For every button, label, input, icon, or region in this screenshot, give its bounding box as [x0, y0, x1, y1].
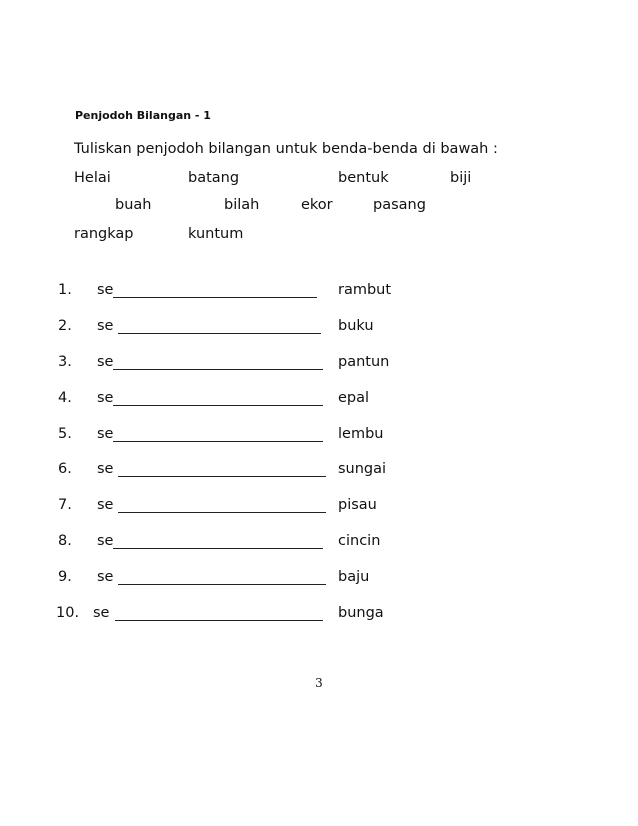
question-number: 4. [58, 390, 72, 406]
answer-blank[interactable] [118, 333, 321, 334]
question-number: 3. [58, 354, 72, 370]
word-bank-item: batang [188, 170, 240, 186]
answer-blank[interactable] [113, 405, 323, 406]
question-item: rambut [338, 282, 392, 298]
question-number: 2. [58, 318, 72, 334]
question-prefix: se [97, 461, 114, 477]
question-prefix: se [97, 426, 114, 442]
word-bank-item: kuntum [188, 226, 244, 242]
question-prefix: se [97, 533, 114, 549]
answer-blank[interactable] [118, 584, 326, 585]
page-number: 3 [315, 676, 323, 690]
word-bank-item: ekor [301, 197, 333, 213]
word-bank-item: buah [115, 197, 152, 213]
answer-blank[interactable] [115, 620, 323, 621]
question-item: sungai [338, 461, 387, 477]
answer-blank[interactable] [118, 512, 326, 513]
question-prefix: se [93, 605, 110, 621]
word-bank-item: bilah [224, 197, 260, 213]
question-number: 5. [58, 426, 72, 442]
question-item: cincin [338, 533, 381, 549]
question-item: pantun [338, 354, 390, 370]
question-prefix: se [97, 390, 114, 406]
question-item: buku [338, 318, 374, 334]
question-prefix: se [97, 354, 114, 370]
question-number: 9. [58, 569, 72, 585]
question-item: baju [338, 569, 370, 585]
word-bank-item: rangkap [74, 226, 134, 242]
question-number: 10. [56, 605, 80, 621]
question-item: pisau [338, 497, 377, 513]
question-prefix: se [97, 282, 114, 298]
question-prefix: se [97, 497, 114, 513]
question-number: 7. [58, 497, 72, 513]
answer-blank[interactable] [113, 297, 317, 298]
instruction-text: Tuliskan penjodoh bilangan untuk benda-benda di bawah : [74, 141, 498, 157]
answer-blank[interactable] [113, 441, 323, 442]
word-bank-item: Helai [74, 170, 111, 186]
question-item: bunga [338, 605, 384, 621]
word-bank-item: pasang [373, 197, 426, 213]
question-prefix: se [97, 318, 114, 334]
answer-blank[interactable] [118, 476, 326, 477]
question-number: 1. [58, 282, 72, 298]
answer-blank[interactable] [113, 369, 323, 370]
question-item: epal [338, 390, 370, 406]
word-bank-item: biji [450, 170, 472, 186]
answer-blank[interactable] [113, 548, 323, 549]
worksheet-title: Penjodoh Bilangan - 1 [75, 109, 211, 122]
question-number: 8. [58, 533, 72, 549]
word-bank-item: bentuk [338, 170, 389, 186]
question-prefix: se [97, 569, 114, 585]
question-item: lembu [338, 426, 384, 442]
question-number: 6. [58, 461, 72, 477]
